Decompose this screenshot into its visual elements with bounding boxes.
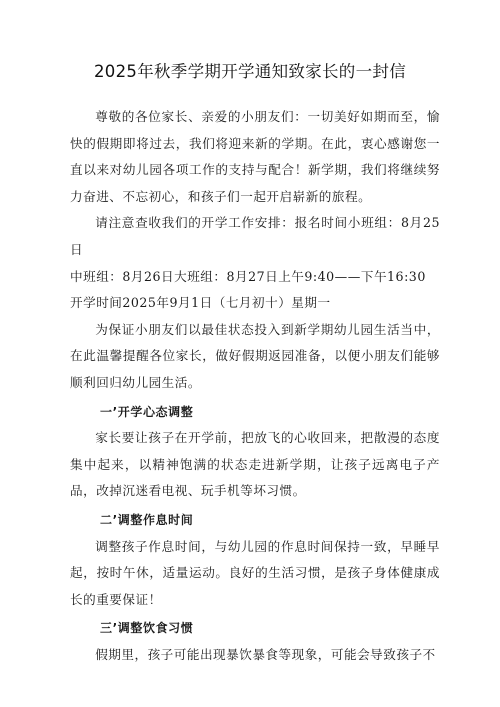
reminder-paragraph: 为保证小朋友们以最佳状态投入到新学期幼儿园生活当中，在此温馨提醒各位家长，做好假期返园准备，以便小朋友们能够顺利回归幼儿园生活。 <box>70 321 440 390</box>
document-title: 2025年秋季学期开学通知致家长的一封信 <box>94 62 406 81</box>
schedule-line-2: 中班组：8月26日大班组：8月27日上午9:40——下午16:30 <box>70 268 426 284</box>
section-heading-schedule: 二’调整作息时间 <box>100 512 194 527</box>
schedule-line-3: 开学时间2025年9月1日（七月初十）星期一 <box>70 295 331 311</box>
section-heading-mindset: 一’开学心态调整 <box>100 404 194 419</box>
section-text-schedule: 调整孩子作息时间，与幼儿园的作息时间保持一致，早睡早起，按时午休，适量运动。良好的生活习惯，是孩子身体健康成长的重要保证！ <box>70 538 440 607</box>
section-text-diet: 假期里，孩子可能出现暴饮暴食等现象，可能会导致孩子不 <box>95 646 436 662</box>
schedule-line-1: 请注意查收我们的开学工作安排：报名时间小班组：8月25日 <box>70 215 440 257</box>
section-heading-diet: 三’调整饮食习惯 <box>100 621 194 636</box>
section-text-mindset: 家长要让孩子在开学前，把放飞的心收回来，把散漫的态度集中起来，以精神饱满的状态走进新学期，让孩子远离电子产品，改掉沉迷看电视、玩手机等坏习惯。 <box>70 430 440 499</box>
document-body <box>70 104 440 668</box>
intro-paragraph: 尊敬的各位家长、亲爱的小朋友们：一切美好如期而至，愉快的假期即将过去，我们将迎来新的学期。在此，衷心感谢您一直以来对幼儿园各项工作的支持与配合！新学期，我们将继续努力奋进、不忘初心，和孩子们一起开启崭新的旅程。 <box>70 109 440 204</box>
